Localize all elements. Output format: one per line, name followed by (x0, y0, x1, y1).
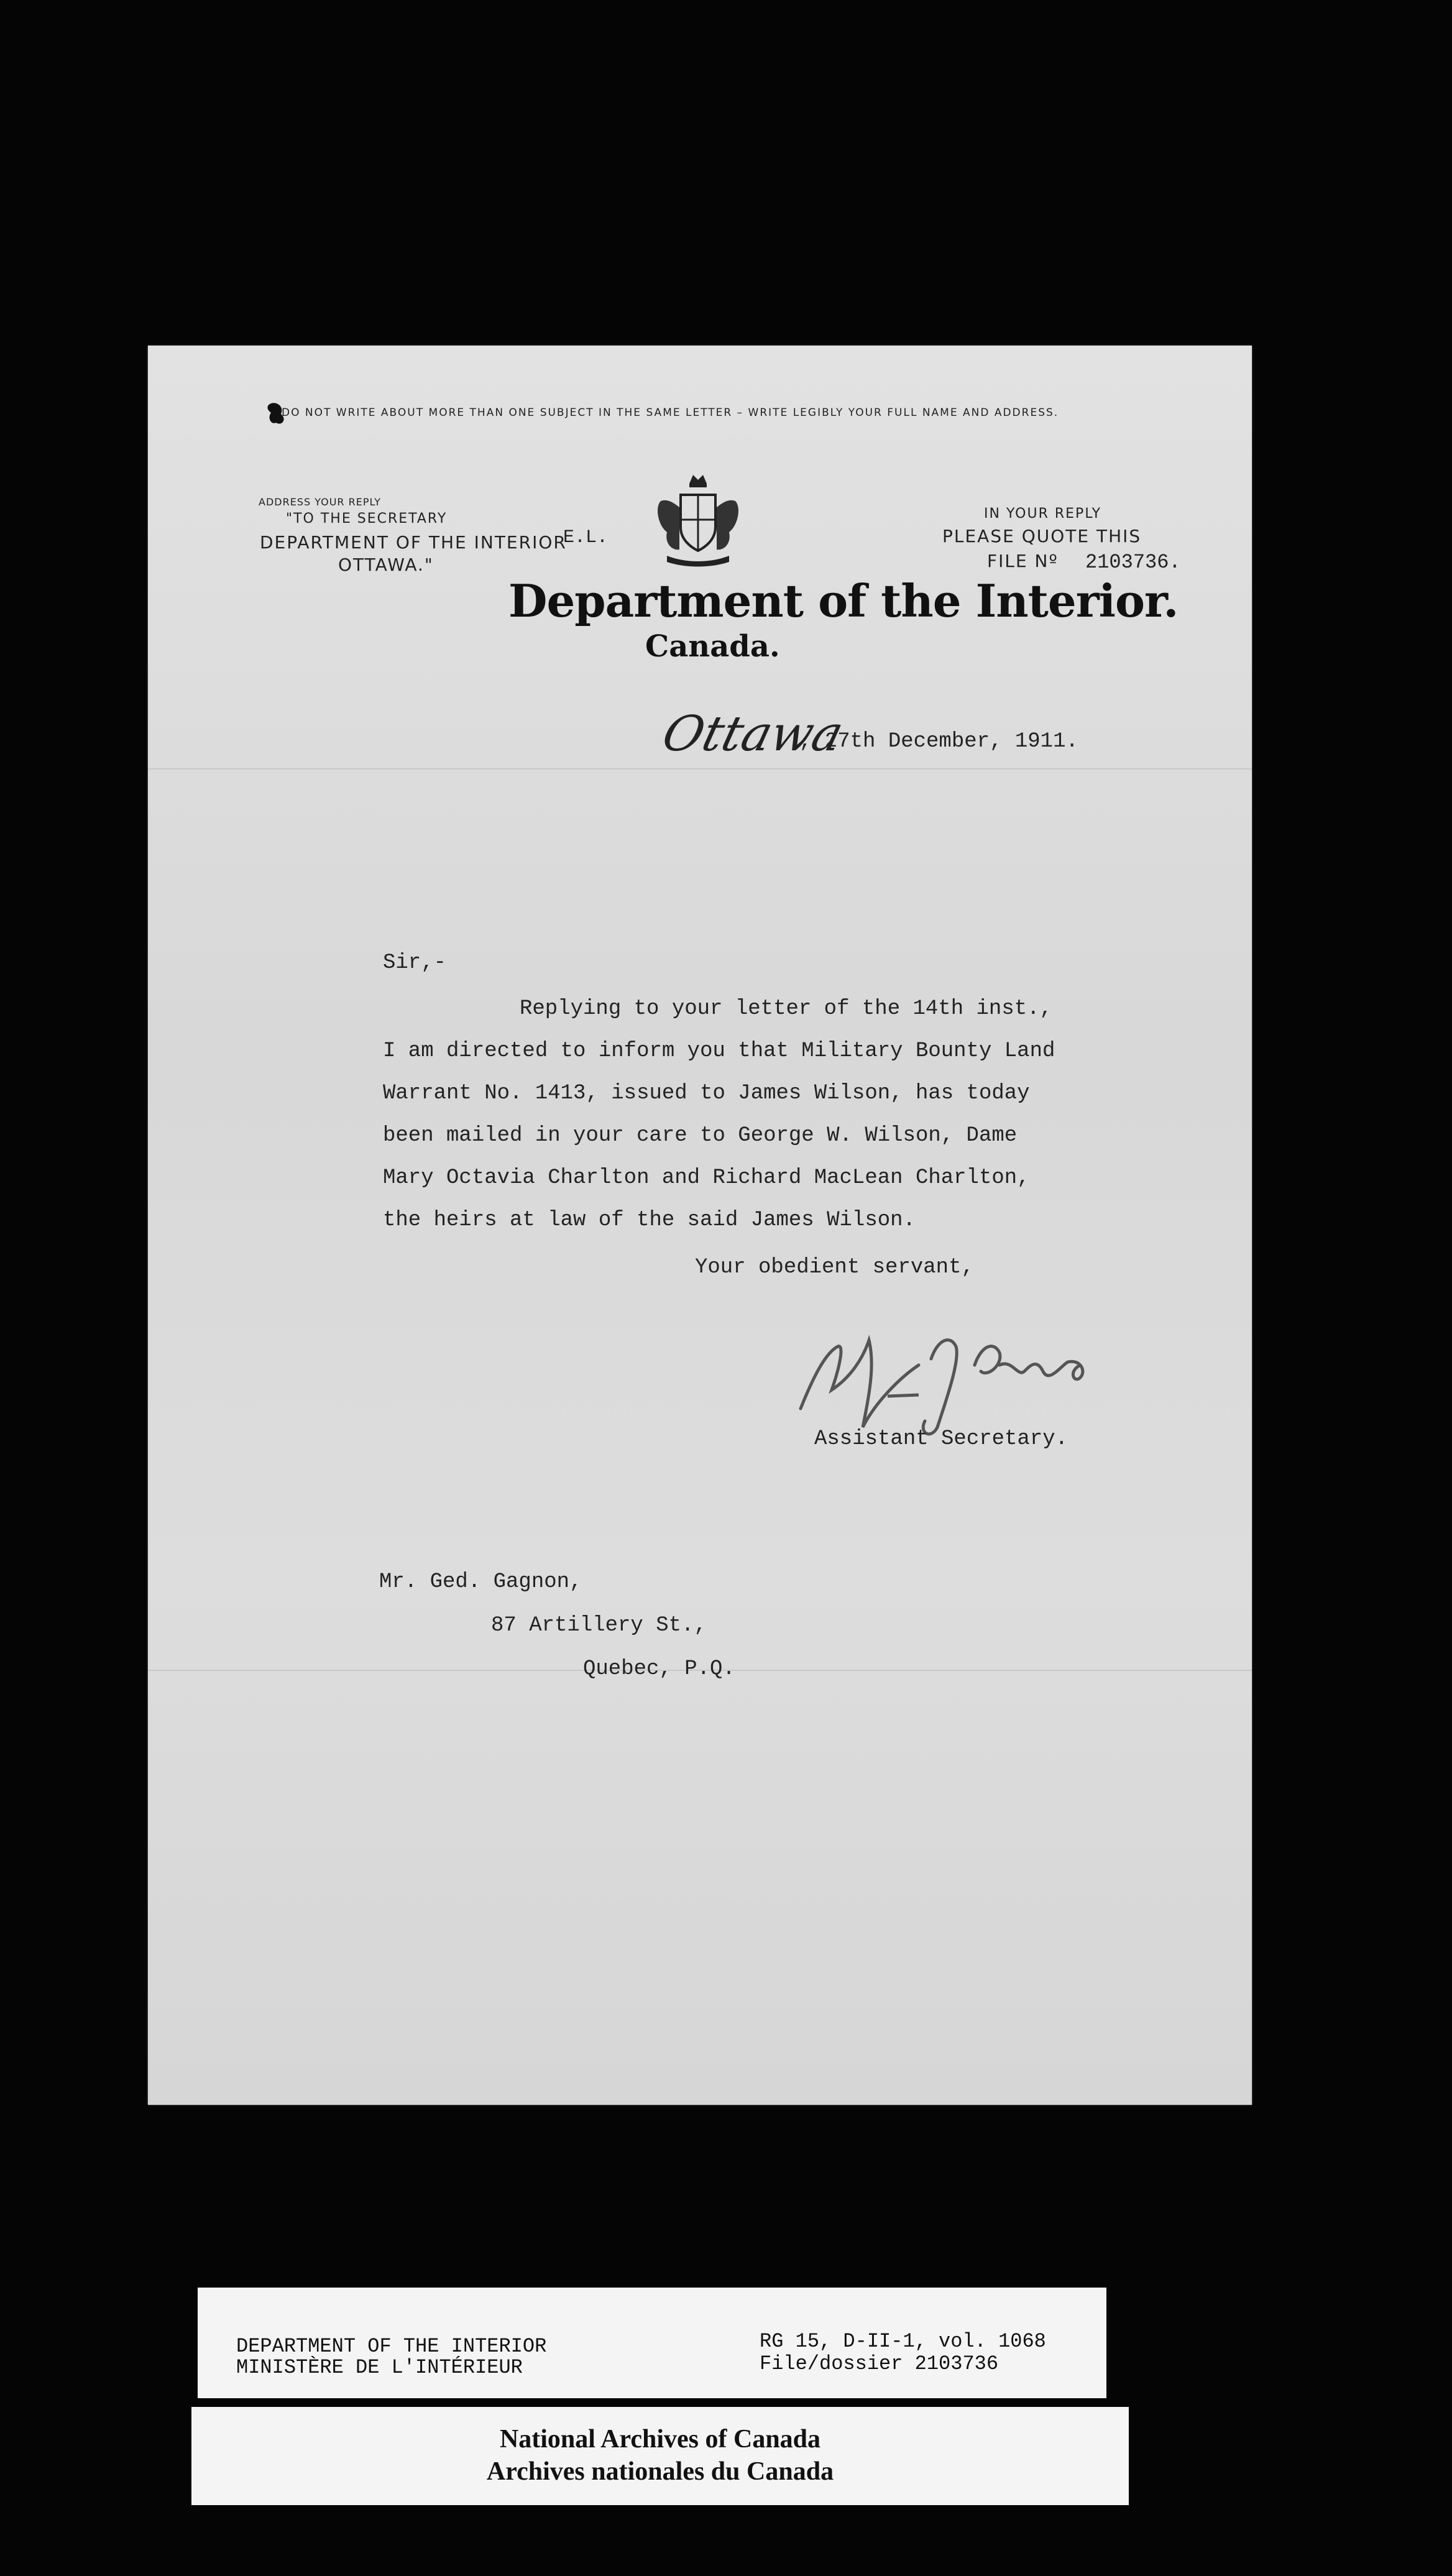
reply-line-1: IN YOUR REPLY (984, 506, 1102, 522)
recipient-city: Quebec, P.Q. (583, 1657, 735, 1681)
closing: Your obedient servant, (695, 1256, 974, 1279)
archive-file: File/dossier 2103736 (760, 2352, 999, 2375)
letter-page (148, 346, 1252, 2105)
body-line: I am directed to inform you that Military Bounty Land (383, 1039, 1055, 1063)
national-archives-label (191, 2407, 1129, 2505)
initials: E.L. (563, 527, 609, 548)
salutation: Sir,- (383, 951, 447, 975)
body-line: Mary Octavia Charlton and Richard MacLean Charlton, (383, 1166, 1030, 1190)
archive-reference-label (198, 2288, 1106, 2398)
department-country: Canada. (645, 629, 780, 664)
recipient-name: Mr. Ged. Gagnon, (379, 1570, 582, 1594)
coat-of-arms-icon (636, 470, 760, 569)
reply-line-2: PLEASE QUOTE THIS (942, 526, 1142, 546)
body-line: Warrant No. 1413, issued to James Wilson, has today (383, 1082, 1030, 1105)
top-instruction-note: DO NOT WRITE ABOUT MORE THAN ONE SUBJECT IN THE SAME LETTER – WRITE LEGIBLY YOUR FULL NAME AND ADDRESS. (282, 407, 1059, 419)
archives-name-fr: Archives nationales du Canada (486, 2457, 834, 2486)
body-line: the heirs at law of the said James Wilson. (383, 1208, 916, 1232)
handwritten-signature (776, 1303, 1149, 1446)
archives-name-en: National Archives of Canada (499, 2425, 821, 2454)
signer-title: Assistant Secretary. (814, 1427, 1068, 1451)
department-title: Department of the Interior. (508, 574, 1179, 627)
address-reply-label: ADDRESS YOUR REPLY (259, 496, 382, 508)
fold-line (148, 768, 1252, 770)
archive-dept-fr: MINISTÈRE DE L'INTÉRIEUR (236, 2356, 523, 2379)
address-line-1: "TO THE SECRETARY (286, 511, 448, 527)
archive-ref: RG 15, D-II-1, vol. 1068 (760, 2330, 1046, 2353)
archive-dept-en: DEPARTMENT OF THE INTERIOR (236, 2335, 547, 2358)
file-number: 2103736. (1085, 551, 1181, 574)
file-label: FILE Nº (987, 551, 1059, 571)
dateline-date: , 27th December, 1911. (799, 730, 1078, 753)
dateline-place: Ottawa (656, 706, 849, 762)
address-line-3: OTTAWA." (338, 554, 434, 575)
recipient-street: 87 Artillery St., (491, 1614, 707, 1637)
body-line: Replying to your letter of the 14th inst., (520, 997, 1052, 1021)
address-line-2: DEPARTMENT OF THE INTERIOR (260, 532, 567, 553)
body-line: been mailed in your care to George W. Wilson, Dame (383, 1124, 1018, 1148)
